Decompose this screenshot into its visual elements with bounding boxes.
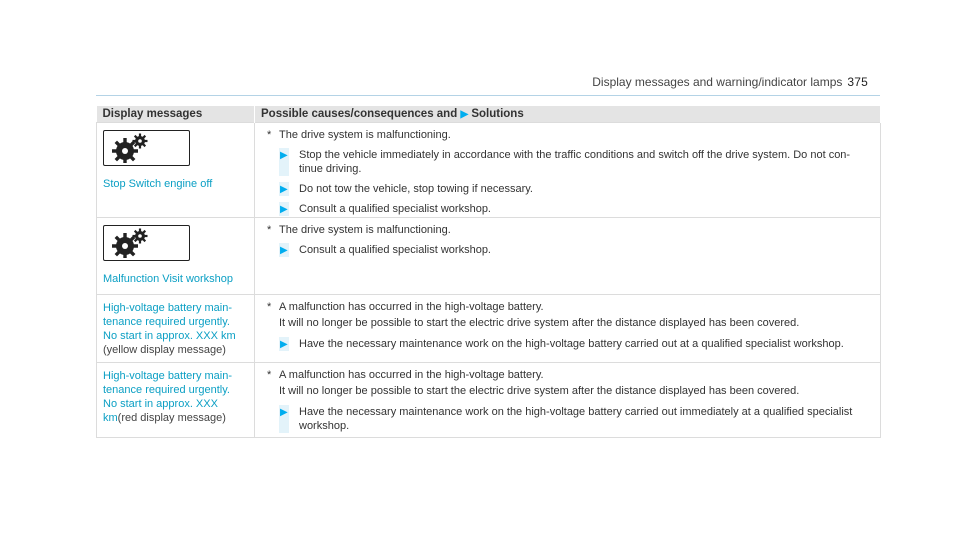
col-header-causes-label: Possible causes/consequences and (261, 107, 458, 120)
cause-item: * The drive system is malfunctioning. (267, 129, 451, 141)
action-item (279, 405, 874, 433)
play-arrow-icon: ▶ (280, 245, 288, 256)
table-header-row (97, 106, 881, 123)
action-text: Consult a qualified specialist workshop. (299, 203, 491, 215)
drive-system-gear-icon (103, 130, 190, 166)
drive-system-gear-icon (103, 225, 190, 261)
cause-cell (255, 123, 881, 218)
action-item (279, 148, 874, 176)
cause-text: The drive system is malfunctioning. (279, 224, 451, 236)
display-message-line: High-voltage battery main- (103, 370, 233, 382)
play-arrow-icon: ▶ (280, 184, 288, 195)
play-arrow-icon: ▶ (280, 407, 288, 418)
action-text: Have the necessary maintenance work on the high-voltage battery carried out at a qualified specialist workshop. (299, 338, 844, 350)
action-item (279, 182, 874, 196)
action-item (279, 243, 874, 257)
table-row (97, 295, 881, 363)
cause-text: A malfunction has occurred in the high-voltage battery. (279, 301, 544, 313)
cause-item: * A malfunction has occurred in the high-voltage battery. (267, 301, 544, 313)
message-cell (97, 363, 255, 438)
cause-cell (255, 363, 881, 438)
action-item (279, 337, 874, 351)
message-cell (97, 123, 255, 218)
cause-continuation: It will no longer be possible to start the electric drive system after the distance displayed has been covered. (279, 385, 800, 397)
play-arrow-icon: ▶ (460, 108, 469, 120)
action-text: Stop the vehicle immediately in accordance with the traffic conditions and switch off the drive system. Do not con- tinue driving. (299, 149, 851, 175)
display-message-note: (red display message) (117, 412, 226, 424)
page-number: 375 (847, 75, 868, 89)
cause-item: * A malfunction has occurred in the high-voltage battery. (267, 369, 544, 381)
col-header-display-messages: Display messages (97, 106, 255, 123)
action-text: Consult a qualified specialist workshop. (299, 244, 491, 256)
message-cell (97, 218, 255, 295)
display-message-text: Stop Switch engine off (103, 178, 213, 190)
display-message-last-line (103, 411, 248, 425)
header-rule (96, 95, 880, 96)
cause-item: * The drive system is malfunctioning. (267, 224, 451, 236)
display-message-line: tenance required urgently. (103, 384, 230, 396)
action-text: Do not tow the vehicle, stop towing if necessary. (299, 183, 533, 195)
play-arrow-icon: ▶ (280, 339, 288, 350)
table-row (97, 123, 881, 218)
cause-text: The drive system is malfunctioning. (279, 129, 451, 141)
cause-text: A malfunction has occurred in the high-voltage battery. (279, 369, 544, 381)
display-message-unit: km (103, 412, 118, 424)
display-message-text: Malfunction Visit workshop (103, 273, 234, 285)
page-header (592, 75, 868, 89)
cause-cell (255, 218, 881, 295)
section-title: Display messages and warning/indicator lamps (592, 75, 843, 89)
display-message-line: No start in approx. XXX (103, 398, 218, 410)
message-cell (97, 295, 255, 363)
display-message-line: tenance required urgently. (103, 316, 230, 328)
col-header-solutions-label: Solutions (471, 107, 524, 120)
table-row (97, 363, 881, 438)
display-messages-table (96, 106, 881, 438)
display-message-note: (yellow display message) (103, 344, 226, 356)
action-item (279, 202, 874, 216)
play-arrow-icon: ▶ (280, 204, 288, 215)
action-text: Have the necessary maintenance work on the high-voltage battery carried out immediately at a qualified specialist workshop. (299, 406, 853, 432)
col-header-causes (255, 106, 881, 123)
cause-cell (255, 295, 881, 363)
table-row (97, 218, 881, 295)
display-message-line: No start in approx. XXX km (103, 330, 236, 342)
play-arrow-icon: ▶ (280, 150, 288, 161)
display-message-line: High-voltage battery main- (103, 302, 233, 314)
cause-continuation: It will no longer be possible to start the electric drive system after the distance displayed has been covered. (279, 317, 800, 329)
